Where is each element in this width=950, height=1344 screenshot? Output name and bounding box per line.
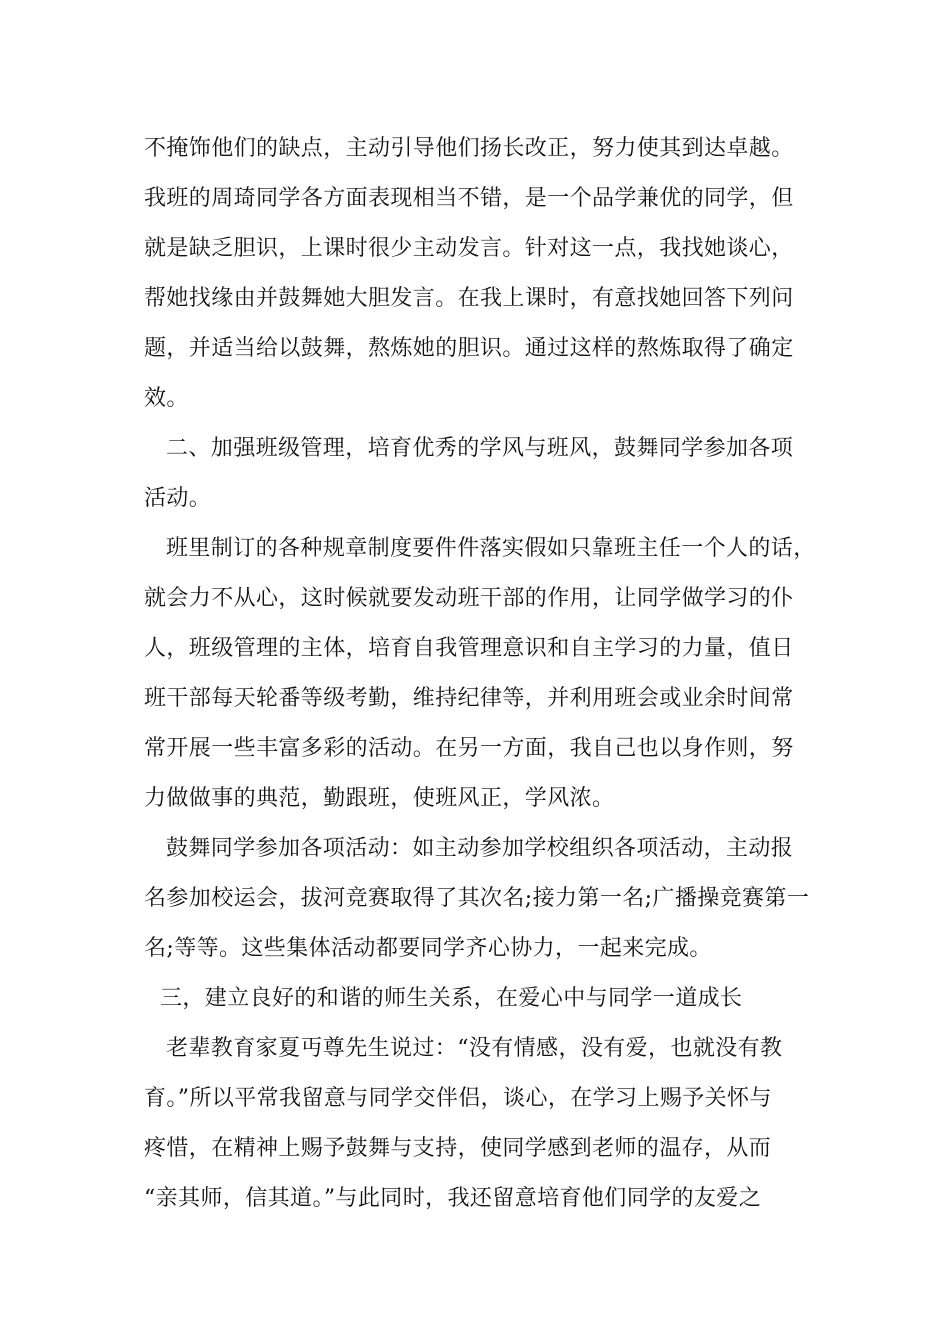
text-line: 就会力不从心，这时候就要发动班干部的作用，让同学做学习的仆 xyxy=(144,586,794,611)
text-line: “亲其师，信其道。”与此同时，我还留意培育他们同学的友爱之 xyxy=(144,1186,762,1211)
section-heading: 二、加强班级管理，培育优秀的学风与班风，鼓舞同学参加各项 xyxy=(166,436,794,461)
section-heading: 三，建立良好的和谐的师生关系，在爱心中与同学一道成长 xyxy=(160,986,743,1011)
text-line: 就是缺乏胆识，上课时很少主动发言。针对这一点，我找她谈心， xyxy=(144,236,794,261)
text-line: 效。 xyxy=(144,386,189,411)
paragraph-start: 老辈教育家夏丏尊先生说过：“没有情感，没有爱，也就没有教 xyxy=(166,1036,783,1061)
text-line: 疼惜，在精神上赐予鼓舞与支持，使同学感到老师的温存，从而 xyxy=(144,1136,772,1161)
paragraph-start: 鼓舞同学参加各项活动：如主动参加学校组织各项活动，主动报 xyxy=(166,836,794,861)
text-line: 名参加校运会，拔河竞赛取得了其次名;接力第一名;广播操竞赛第一 xyxy=(144,886,810,911)
text-line: 常开展一些丰富多彩的活动。在另一方面，我自己也以身作则，努 xyxy=(144,736,794,761)
text-line: 人，班级管理的主体，培育自我管理意识和自主学习的力量，值日 xyxy=(144,636,794,661)
paragraph-start: 班里制订的各种规章制度要件件落实假如只靠班主任一个人的话， xyxy=(166,536,816,561)
text-line: 帮她找缘由并鼓舞她大胆发言。在我上课时，有意找她回答下列问 xyxy=(144,286,794,311)
section-heading-continuation: 活动。 xyxy=(144,486,212,511)
text-line: 我班的周琦同学各方面表现相当不错，是一个品学兼优的同学，但 xyxy=(144,186,794,211)
text-line: 班干部每天轮番等级考勤，维持纪律等，并利用班会或业余时间常 xyxy=(144,686,794,711)
text-line: 力做做事的典范，勤跟班，使班风正，学风浓。 xyxy=(144,786,615,811)
text-line: 不掩饰他们的缺点，主动引导他们扬长改正，努力使其到达卓越。 xyxy=(144,136,794,161)
text-line: 题，并适当给以鼓舞，熬炼她的胆识。通过这样的熬炼取得了确定 xyxy=(144,336,794,361)
text-line: 名;等等。这些集体活动都要同学齐心协力，一起来完成。 xyxy=(144,936,712,961)
text-line: 育。”所以平常我留意与同学交伴侣，谈心，在学习上赐予关怀与 xyxy=(144,1086,772,1111)
